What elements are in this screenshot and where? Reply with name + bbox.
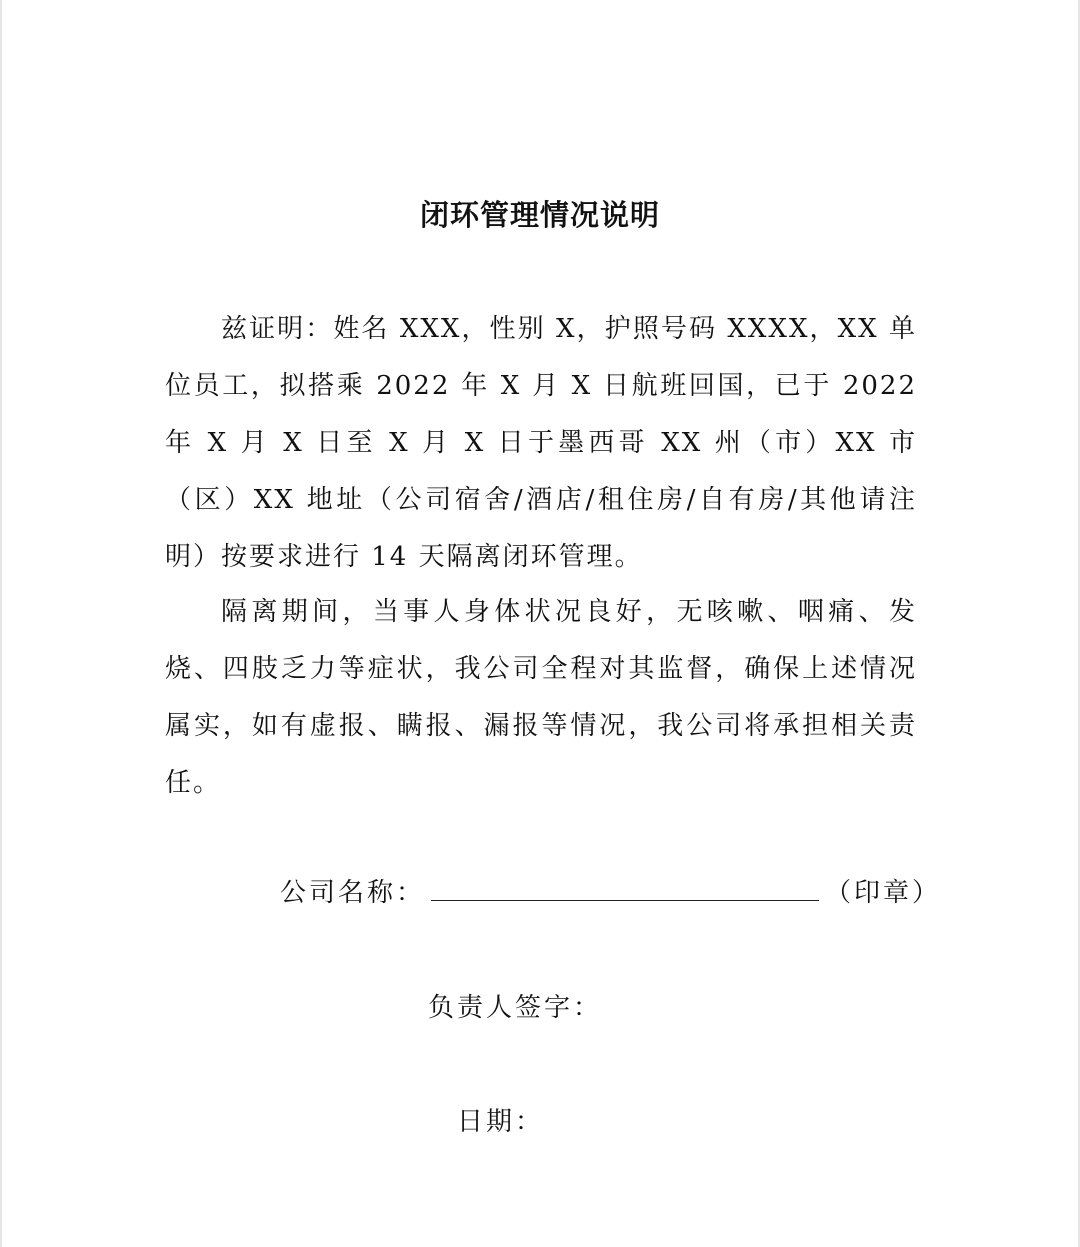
signer-label: 负责人签字： xyxy=(428,993,603,1023)
seal-label: （印章） xyxy=(825,878,942,908)
page-edge-left xyxy=(0,0,2,1247)
company-name-label: 公司名称： xyxy=(280,878,426,908)
date-label: 日期： xyxy=(457,1107,545,1137)
document-title: 闭环管理情况说明 xyxy=(419,198,660,232)
date-row xyxy=(457,1101,544,1138)
company-name-row xyxy=(280,872,941,909)
signer-row xyxy=(428,987,602,1024)
paragraph-quarantine-status: 隔离期间，当事人身体状况良好，无咳嗽、咽痛、发烧、四肢乏力等症状，我公司全程对其监督，确保上述情况属实，如有虚报、瞒报、漏报等情况，我公司将承担相关责任。 xyxy=(165,597,917,798)
paragraph-certification: 兹证明：姓名 XXX，性别 X，护照号码 XXXX，XX 单位员工，拟搭乘 2022 年 X 月 X 日航班回国，已于 2022 年 X 月 X 日至 X 月 X 日于墨西哥 XX 州（市）XX 市（区）XX 地址（公司宿舍/酒店/租住房/自有房/其他请注明）按要求进行 14 天隔离闭环管理。 xyxy=(165,314,917,572)
company-name-blank-line xyxy=(431,876,819,901)
